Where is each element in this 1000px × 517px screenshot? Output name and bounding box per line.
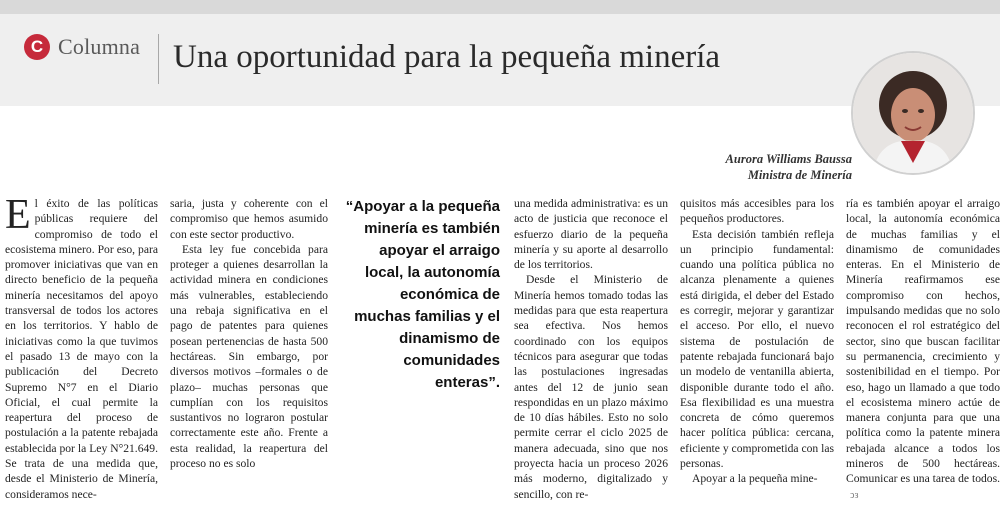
drop-cap: E: [5, 192, 31, 238]
column-5-paragraph-3: Apoyar a la pequeña mine-: [692, 472, 818, 486]
column-5-paragraph-2: Esta decisión también refleja un principio fundamental: cuando una política pública no alcanza plenamente a quienes está dirigida, el deber del Estado es corregir, mejorar y garantizar el acceso. Por ello, el nuevo sistema de postulación de patente rebajada funcionará bajo un modelo de ventanilla abierta, disponible durante todo el año. Esa flexibilidad es una muestra concreta de cómo queremos hacer política pública: cercana, eficiente y comprometida con las personas.: [680, 227, 834, 471]
author-role: Ministra de Minería: [747, 168, 852, 182]
article-headline: Una oportunidad para la pequeña minería: [173, 39, 721, 75]
top-bar: [0, 0, 1000, 14]
section-label: Columna: [58, 34, 141, 59]
column-1-paragraph-1: l éxito de las políticas públicas requiere del compromiso de todo el ecosistema minero. Por eso, para promover iniciativas que van en directo beneficio de la pequeña minería necesitamos del apoyo transversal de todos los actores en los territorios. Y hablo de iniciativas como la que tuvimos el pasado 13 de mayo con la publicación del Decreto Supremo N°7 en el Diario Oficial, el cual permite la reapertura del proceso de postulación a la patente rebajada establecida por la Ley N°21.649. Se trata de una medida que, desde el Ministerio de Minería, consideramos nece-: [5, 197, 158, 501]
article-column-4: [514, 196, 668, 502]
column-2-paragraph-1: saria, justa y coherente con el compromiso que hemos asumido con este sector productivo.: [170, 197, 328, 241]
column-badge-icon: C: [24, 34, 50, 60]
article-column-5: [680, 196, 834, 487]
column-4-paragraph-1: una medida administrativa: es un acto de justicia que reconoce el esfuerzo diario de la pequeña minería y su aporte al desarrollo de los territorios.: [514, 197, 668, 272]
author-portrait: [853, 53, 973, 173]
article-column-1: [5, 192, 158, 502]
author-name: Aurora Williams Baussa: [725, 152, 852, 166]
column-6-paragraph-1: ría es también apoyar el arraigo local, la autonomía económica de muchas familias y el dinamismo de comunidades enteras. En el Ministerio de Minería reafirmamos ese compromiso con hechos, impulsando medidas que no solo reconocen el rol estratégico del sector, sino que buscan facilitar su permanencia, crecimiento y sostenibilidad en el tiempo. Por eso, hago un llamado a que todo el ecosistema minero actúe de manera conjunta para que una política como la patente minera rebajada alcance a todos los mineros de 500 hectáreas. Comunicar es una tarea de todos.: [846, 197, 1000, 486]
byline: [726, 151, 852, 183]
end-of-article-icon: ↄз: [850, 489, 859, 501]
column-4-paragraph-2: Desde el Ministerio de Minería hemos tomado todas las medidas para que esta reapertura sea efectiva. Nos hemos coordinado con los equipos técnicos para asegurar que todas las postulaciones ingresadas antes del 12 de junio sean respondidas en un plazo máximo de 10 días hábiles. Esto no solo permite cerrar el ciclo 2025 de manera adecuada, sino que nos proyecta hacia un proceso 2026 más moderno, digitalizado y sencillo, con re-: [514, 273, 668, 501]
column-5-paragraph-1: quisitos más accesibles para los pequeños productores.: [680, 197, 834, 226]
portrait-illustration: [853, 53, 973, 173]
article-column-6: [846, 196, 1000, 503]
column-2-paragraph-2: Esta ley fue concebida para proteger a quienes desarrollan la actividad minera en condiciones más vulnerables, estableciendo una rebaja significativa en el pago de patentes para quienes posean pertenencias de hasta 500 hectáreas. Sin embargo, por diversos motivos –formales o de plazo– muchas personas que cumplían con los requisitos sustantivos no lograron postular correctamente este año. Frente a esta realidad, la reapertura del proceso no es solo: [170, 242, 328, 471]
pull-quote: “Apoyar a la pequeña minería es también apoyar el arraigo local, la autonomía económica de muchas familias y el dinamismo de comunidades enteras”.: [345, 198, 500, 391]
header-divider: [158, 34, 159, 84]
article-column-2: [170, 196, 328, 471]
